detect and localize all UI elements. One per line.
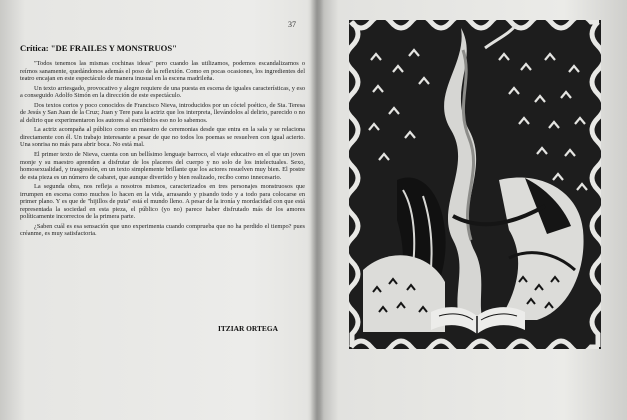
- paragraph: El primer texto de Nieva, cuenta con un bellísimo lenguaje barroco, el viaje educativo en el que un joven monje y su maestro aprenden a disfrutar de los placeres del cuerpo y no solo de los intelectuales. Sexo, homosexualidad, y trasgresión, en un texto simplemente brillante que los actores resuelven muy bien. El postre de esta pieza es un número de cabaret, que aunque divertido y bien realizado, recibo como innecesario.: [20, 151, 305, 181]
- woodcut-illustration: [349, 20, 601, 349]
- left-page: [0, 0, 312, 420]
- paragraph: Un texto arriesgado, provocativo y alegre requiere de una puesta en escena de iguales características, y eso a conseguido Adolfo Simón en la dirección de este espectáculo.: [20, 84, 305, 100]
- paragraph: "Todos tenemos las mismas cochinas ideas" pero cuando las utilizamos, podemos escandalizarnos o reírnos sanamente, quedándonos además el poso de la reflexión. Como en pocas ocasiones, los ingredientes del teatro encajan en este espectáculo de manera inusual en la escena madrileña.: [20, 60, 305, 83]
- paragraph: Dos textos cortos y poco conocidos de Francisco Nieva, introducidos por un cóctel poético, de Sta. Teresa de Jesús y San Juan de la Cruz; Juan y Tere para la actriz que los interpreta, llevándolos al delirio, parecido o no al delirio que experimentaron los autores al escribirlos eso no lo sabemos.: [20, 101, 305, 124]
- article-title: Crítica: "DE FRAILES Y MONSTRUOS": [20, 43, 177, 53]
- author-signature: ITZIAR ORTEGA: [218, 324, 278, 333]
- paragraph: La actriz acompaña al público como un maestro de ceremonias desde que entra en la sala y se relaciona directamente con él. Un trabajo interesante a pesar de que no todos los poemas se resuelven con igual acierto. Una sonrisa no más para abrir boca. No está mal.: [20, 126, 305, 149]
- paragraph: La segunda obra, nos refleja a nosotros mismos, caracterizados en tres personajes monstruosos que irrumpen en escena como muchos lo hacen en la vida, arrasando y pisando todo y a todo para colocarse en primer plano. Y es que de "hijillos de puta" está el mundo lleno. A pesar de la ironía y mordacidad con que está representada la sociedad en esta pieza, el público (yo no) parece haber disfrutado más de los amores políticamente incorrectos de la primera parte.: [20, 183, 305, 221]
- article-body: [20, 60, 305, 240]
- paragraph: ¿Saben cuál es esa sensación que uno experimenta cuando comprueba que no ha perdido el tiempo? pues créanme, es muy satisfactoria.: [20, 222, 305, 238]
- page-number: 37: [288, 20, 296, 29]
